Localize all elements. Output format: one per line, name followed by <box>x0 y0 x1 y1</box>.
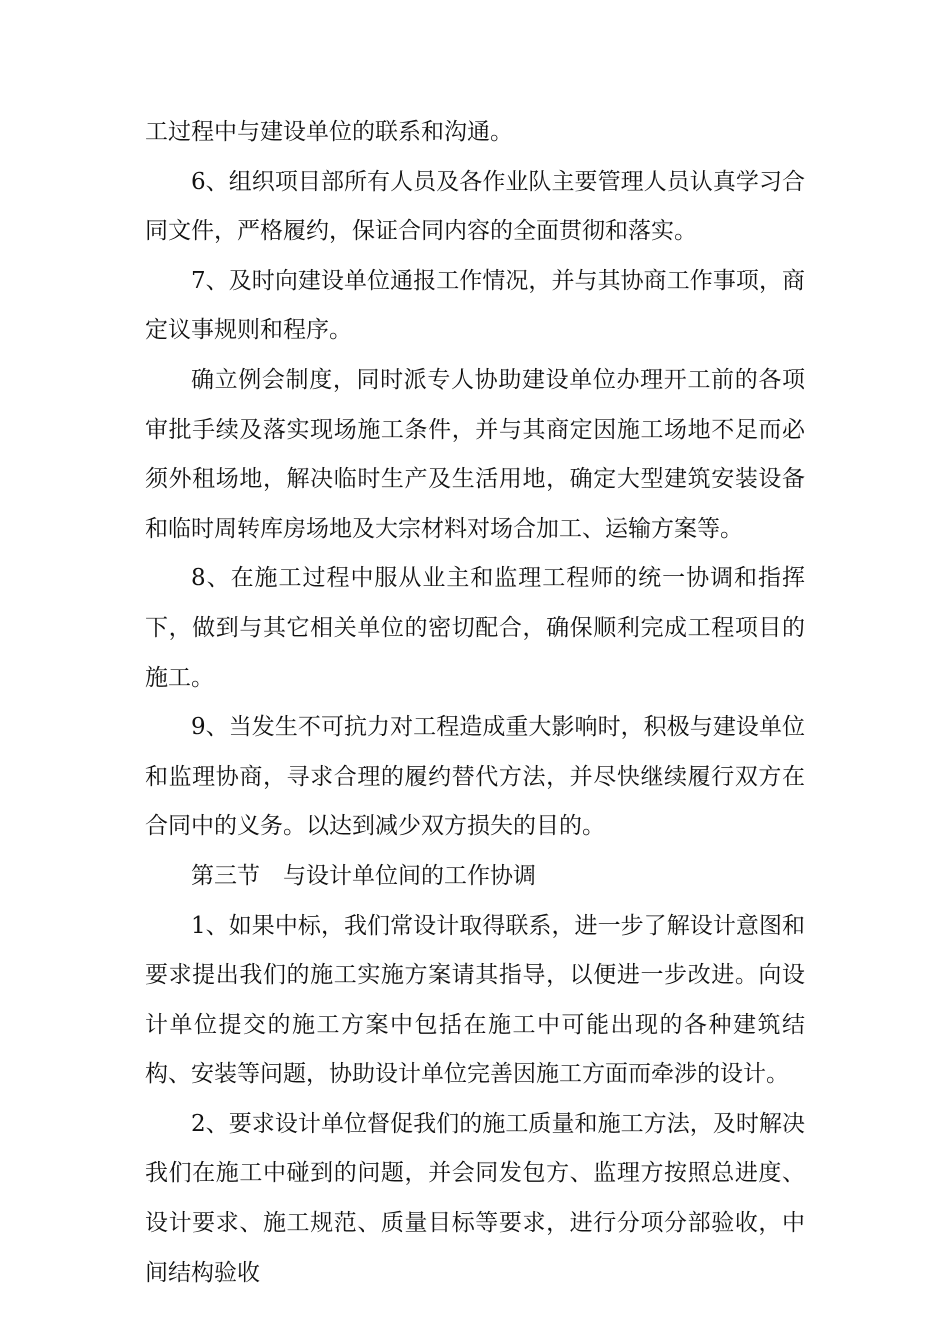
section-paragraph-2: 2、要求设计单位督促我们的施工质量和施工方法，及时解决我们在施工中碰到的问题，并会同发包方、监理方按照总进度、设计要求、施工规范、质量目标等要求，进行分项分部验收，中间结构验收 <box>145 1110 805 1286</box>
paragraph-item-6: 6、组织项目部所有人员及各作业队主要管理人员认真学习合同文件，严格履约，保证合同内容的全面贯彻和落实。 <box>145 168 805 245</box>
document-body <box>145 108 805 1298</box>
paragraph-item-8: 8、在施工过程中服从业主和监理工程师的统一协调和指挥下，做到与其它相关单位的密切配合，确保顺利完成工程项目的施工。 <box>145 565 805 691</box>
paragraph-item-7: 7、及时向建设单位通报工作情况，并与其协商工作事项，商定议事规则和程序。 <box>145 267 805 344</box>
paragraph-item-9: 9、当发生不可抗力对工程造成重大影响时，积极与建设单位和监理协商，寻求合理的履约替代方法，并尽快继续履行双方在合同中的义务。以达到减少双方损失的目的。 <box>145 714 805 840</box>
paragraph-continuation: 工过程中与建设单位的联系和沟通。 <box>145 119 513 145</box>
paragraph-meeting-system: 确立例会制度，同时派专人协助建设单位办理开工前的各项审批手续及落实现场施工条件，并与其商定因施工场地不足而必须外租场地，解决临时生产及生活用地，确定大型建筑安装设备和临时周转库房场地及大宗材料对场合加工、运输方案等。 <box>145 366 805 542</box>
section-paragraph-1: 1、如果中标，我们常设计取得联系，进一步了解设计意图和要求提出我们的施工实施方案请其指导，以便进一步改进。向设计单位提交的施工方案中包括在施工中可能出现的各种建筑结构、安装等问题，协助设计单位完善因施工方面而牵涉的设计。 <box>145 912 805 1088</box>
section-heading: 第三节 与设计单位间的工作协调 <box>191 862 536 889</box>
